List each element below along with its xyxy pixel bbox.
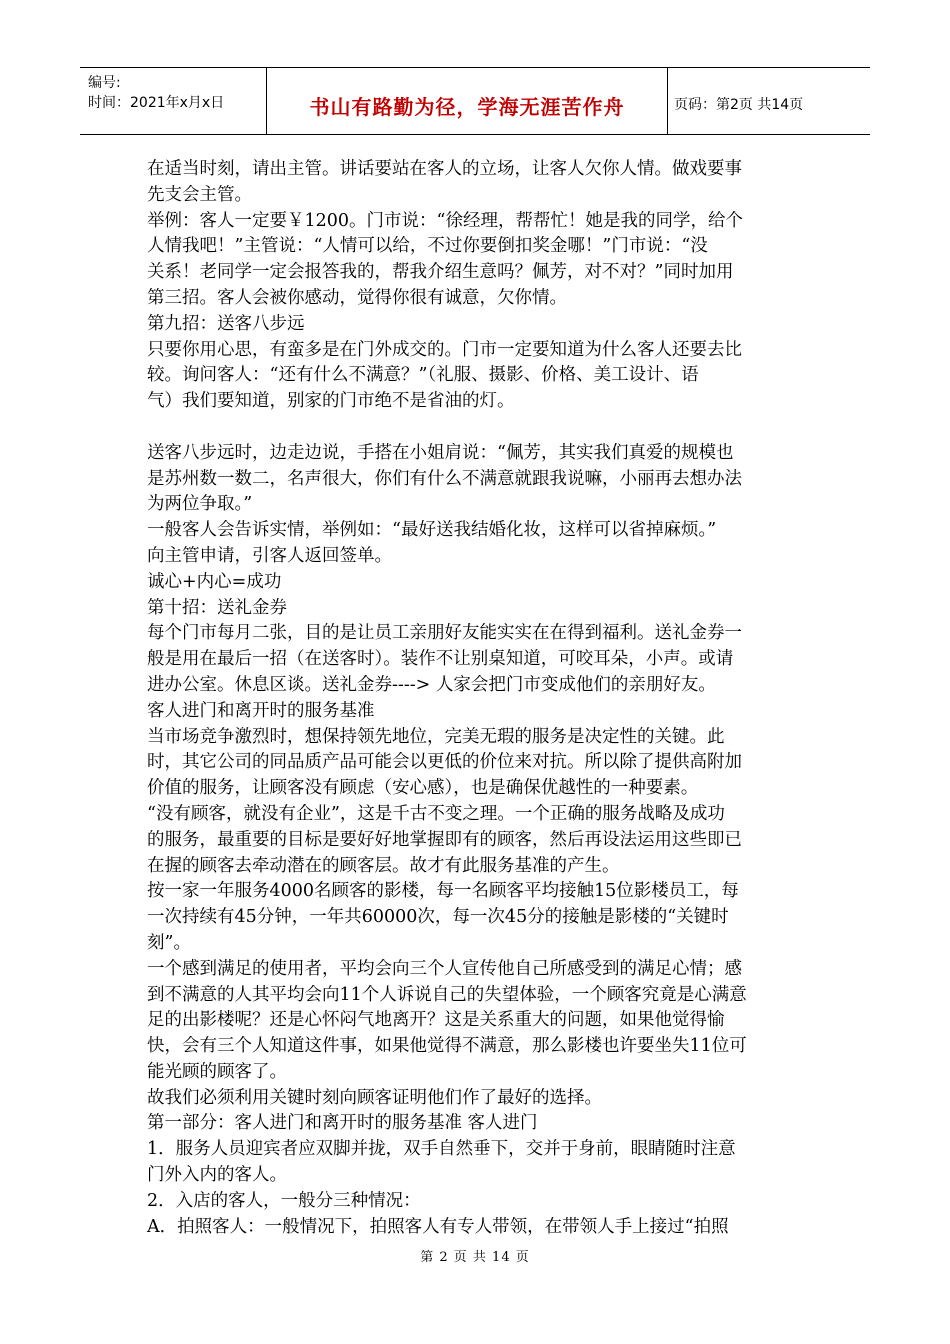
text-line: 客人进门和离开时的服务基准	[147, 700, 375, 721]
text-line: 门外入内的客人。	[147, 1165, 287, 1186]
document-body	[147, 157, 817, 1240]
text-line: 能光顾的顾客了。	[147, 1061, 287, 1082]
header-motto: 书山有路勤为径，学海无涯苦作舟	[309, 94, 625, 119]
text-line: 足的出影楼呢？还是心怀闷气地离开？这是关系重大的问题，如果他觉得愉	[147, 1010, 725, 1031]
text-line: 快，会有三个人知道这件事，如果他觉得不满意，那么影楼也许要坐失11位可	[147, 1036, 747, 1057]
text-line: “没有顾客，就没有企业”，这是千古不变之理。一个正确的服务战略及成功	[147, 803, 725, 824]
text-line: 第一部分：客人进门和离开时的服务基准 客人进门	[147, 1113, 538, 1134]
text-line: 较。询问客人：“还有什么不满意？”（礼服、摄影、价格、美工设计、语	[147, 365, 699, 386]
text-line	[147, 415, 817, 441]
text-line: 般是用在最后一招（在送客时）。装作不让别桌知道，可咬耳朵，小声。或请	[147, 649, 734, 670]
text-line: 一般客人会告诉实情，举例如：“最好送我结婚化妆，这样可以省掉麻烦。”	[147, 520, 717, 541]
text-line: A．拍照客人：一般情况下，拍照客人有专人带领，在带领人手上接过“拍照	[147, 1216, 729, 1237]
text-line: 第十招：送礼金券	[147, 597, 287, 618]
date-label: 时间：2021年x月x日	[88, 95, 225, 111]
text-line: 关系！老同学一定会报答我的，帮我介绍生意吗？佩芳，对不对？”同时加用	[147, 262, 734, 283]
text-line: 时，其它公司的同品质产品可能会以更低的价位来对抗。所以除了提供高附加	[147, 752, 742, 773]
text-line: 故我们必须利用关键时刻向顾客证明他们作了最好的选择。	[147, 1087, 602, 1108]
text-line: 气）我们要知道，别家的门市绝不是省油的灯。	[147, 391, 515, 412]
text-line: 一个感到满足的使用者，平均会向三个人宣传他自己所感受到的满足心情；感	[147, 958, 742, 979]
page-footer: 第 2 页 共 14 页	[420, 1250, 530, 1265]
text-line: 第九招：送客八步远	[147, 313, 305, 334]
text-line: 一次持续有45分钟，一年共60000次，每一次45分的接触是影楼的“关键时	[147, 907, 729, 928]
header-page-cell	[668, 68, 870, 134]
text-line: 第三招。客人会被你感动，觉得你很有诚意，欠你情。	[147, 287, 567, 308]
doc-number-label: 编号:	[88, 75, 121, 91]
text-line: 每个门市每月二张，目的是让员工亲朋好友能实实在在得到福利。送礼金券一	[147, 623, 742, 644]
text-line: 在适当时刻，请出主管。讲话要站在客人的立场，让客人欠你人情。做戏要事	[147, 159, 742, 179]
text-line: 在握的顾客去牵动潜在的顾客层。故才有此服务基准的产生。	[147, 855, 620, 876]
text-line: 的服务，最重要的目标是要好好地掌握即有的顾客，然后再设法运用这些即已	[147, 829, 742, 850]
header-page-label: 页码：第2页 共14页	[674, 97, 804, 113]
text-line: 到不满意的人其平均会向11个人诉说自己的失望体验，一个顾客究竟是心满意	[147, 984, 747, 1005]
text-line: 人情我吧！”主管说：“人情可以给，不过你要倒扣奖金哪！”门市说：“没	[147, 236, 708, 257]
text-line: 举例：客人一定要￥1200。门市说：“徐经理，帮帮忙！她是我的同学，给个	[147, 210, 743, 231]
text-line: 是苏州数一数二，名声很大，你们有什么不满意就跟我说嘛，小丽再去想办法	[147, 468, 742, 489]
text-line: 当市场竞争激烈时，想保持领先地位，完美无瑕的服务是决定性的关键。此	[147, 726, 725, 747]
document-header	[80, 67, 870, 135]
text-line: 1．服务人员迎宾者应双脚并拢，双手自然垂下，交并于身前，眼睛随时注意	[147, 1139, 736, 1160]
header-motto-cell	[267, 68, 668, 134]
text-line: 只要你用心思，有蛮多是在门外成交的。门市一定要知道为什么客人还要去比	[147, 339, 742, 360]
text-line: 按一家一年服务4000名顾客的影楼，每一名顾客平均接触15位影楼员工，每	[147, 881, 739, 902]
text-line: 送客八步远时，边走边说，手搭在小姐肩说：“佩芳，其实我们真爱的规模也	[147, 442, 734, 463]
text-line: 2．入店的客人，一般分三种情况：	[147, 1190, 421, 1211]
text-line: 进办公室。休息区谈。送礼金券----> 人家会把门市变成他们的亲朋好友。	[147, 674, 716, 695]
text-line: 刻”。	[147, 932, 191, 953]
text-line: 价值的服务，让顾客没有顾虑（安心感），也是确保优越性的一种要素。	[147, 778, 699, 799]
text-line: 先支会主管。	[147, 184, 252, 205]
header-meta-cell	[80, 68, 267, 134]
text-line: 诚心+内心=成功	[147, 571, 282, 592]
text-line: 为两位争取。”	[147, 494, 253, 515]
text-line: 向主管申请，引客人返回签单。	[147, 545, 392, 566]
